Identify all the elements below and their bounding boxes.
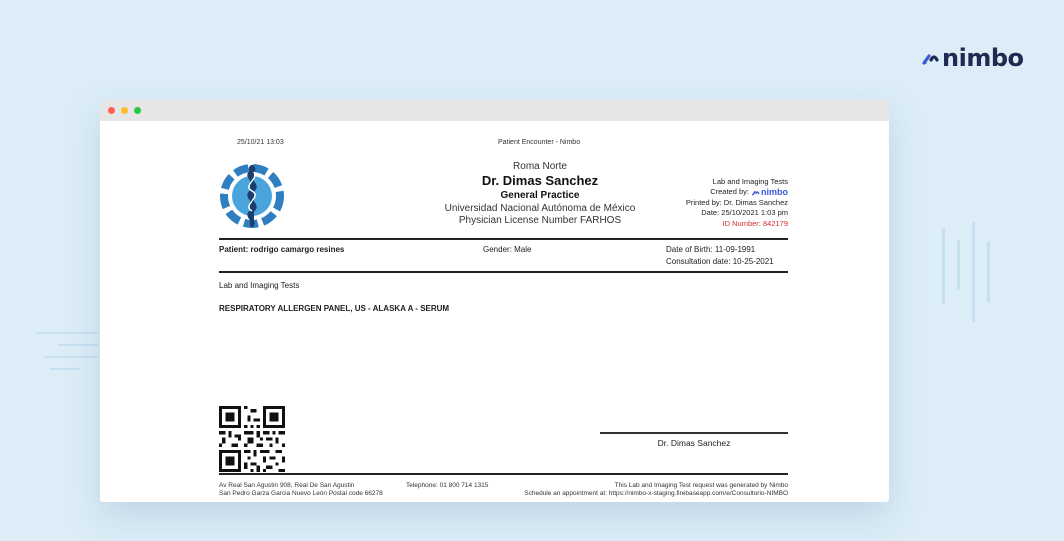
signature-name: Dr. Dimas Sanchez (657, 438, 731, 448)
print-timestamp: 25/10/21 13:03 (237, 139, 284, 146)
preview-window (100, 100, 889, 502)
nimbo-swoosh-icon (752, 189, 760, 196)
qr-code[interactable] (219, 406, 285, 472)
created-by-brand: nimbo (752, 187, 788, 197)
patient-gender: Gender: Male (483, 245, 532, 254)
footer-divider (219, 473, 788, 475)
document-summary (686, 177, 788, 229)
decorative-lines-left (36, 332, 98, 380)
page-title: Patient Encounter - Nimbo (498, 139, 581, 146)
lab-request-document (100, 121, 889, 502)
document-date: Date: 25/10/2021 1:03 pm (701, 208, 788, 218)
close-dot[interactable] (108, 107, 115, 114)
document-type: Lab and Imaging Tests (712, 177, 788, 186)
created-by-label: Created by: (710, 187, 749, 197)
doctor-header (340, 161, 740, 227)
brand-name: nimbo (942, 44, 1024, 72)
footer-address-line2: San Pedro Garza Garcia Nuevo León Postal code 66278 (219, 490, 383, 497)
footer-schedule-link[interactable]: Schedule an appointment at: https://nimbo-x-staging.firebaseapp.com/e/Consultorio-NIMBO (524, 490, 788, 497)
window-titlebar (100, 100, 889, 121)
id-number: ID Number: 842179 (722, 218, 788, 228)
signature-line (600, 432, 788, 434)
section-title: Lab and Imaging Tests (219, 281, 300, 290)
brand-logo[interactable] (922, 44, 1024, 72)
footer-telephone: Telephone: 01 800 714 1315 (406, 482, 489, 489)
printed-by: Printed by: Dr. Dimas Sanchez (685, 197, 788, 207)
consultation-date: Consultation date: 10-25-2021 (666, 257, 774, 266)
nimbo-swoosh-icon (922, 51, 940, 65)
header-divider (219, 238, 788, 240)
doctor-university: Universidad Nacional Autónoma de México (444, 203, 636, 214)
doctor-license: Physician License Number FARHOS (458, 215, 622, 226)
footer-generated: This Lab and Imaging Test request was generated by Nimbo (614, 482, 788, 489)
test-item: RESPIRATORY ALLERGEN PANEL, US - ALASKA A - SERUM (219, 304, 450, 313)
clinic-location: Roma Norte (513, 161, 567, 172)
doctor-specialty: General Practice (500, 190, 580, 201)
created-by (710, 187, 788, 197)
medical-caduceus-logo (217, 161, 287, 231)
maximize-dot[interactable] (134, 107, 141, 114)
patient-divider (219, 271, 788, 273)
doctor-name: Dr. Dimas Sanchez (481, 173, 599, 188)
decorative-bars-right (942, 228, 990, 322)
patient-name: Patient: rodrigo camargo resines (219, 245, 345, 254)
patient-dob: Date of Birth: 11-09-1991 (666, 245, 756, 254)
footer-address-line1: Av Real San Agustin 908, Real De San Agustin (219, 482, 355, 489)
minimize-dot[interactable] (121, 107, 128, 114)
